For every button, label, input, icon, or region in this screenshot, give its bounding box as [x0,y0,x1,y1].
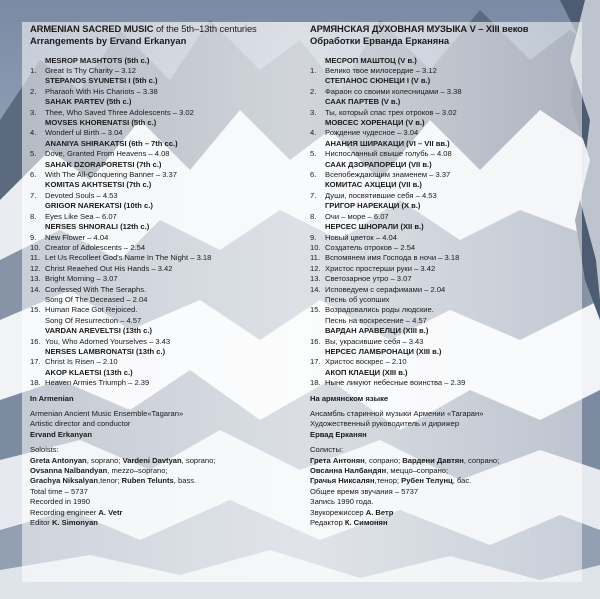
russian-ensemble: Ансамбль старинной музыки Армении «Тагаран» [310,409,484,418]
track-number: 5. [30,149,37,159]
english-director-name: Ervand Erkanyan [30,429,93,439]
russian-director-name: Ервад Ерканян [310,429,367,439]
track-number: 17. [310,357,321,367]
english-language: In Armenian [30,393,74,403]
track-row [30,128,305,138]
track-number: 12. [310,263,321,273]
track-title: Души, посвятившие себя – 4.53 [325,190,437,200]
russian-engineer-label: Звукорежиссер [310,507,366,517]
track-row [30,149,305,159]
soloist-line [30,476,305,486]
composer-name: SAHAK DZORAPORETSI (7th c.) [45,159,162,169]
track-number: 16. [310,336,321,346]
track-title: Велико твое милосердие – 3.12 [325,66,437,75]
soloist-role: , soprano; [86,455,123,465]
track-title: Вспомянем имя Господа в ночи – 3.18 [325,253,460,263]
soloist-line [310,456,595,466]
composer-name: STEPANOS SYUNETSI I (5th c.) [45,76,158,86]
english-title [30,24,305,35]
composer-name: СААК ПАРТЕВ (V в.) [325,97,401,107]
english-soloists [30,456,305,487]
track-title: Вы, украсившие себя – 3.43 [325,336,424,346]
english-title-rest: of the 5th–13th centuries [153,23,257,34]
soloist-name: Ruben Telunts [121,476,174,486]
track-row [310,253,595,263]
track-row [310,128,595,138]
track-title: Христос воскрес – 2.10 [325,357,407,367]
track-row [30,66,305,76]
track-number: 13. [30,274,41,284]
soloist-name: Овсанна Налбандян [310,466,387,476]
russian-engineer [310,508,595,518]
russian-language: На армянском языке [310,393,389,403]
russian-subtitle: Обработки Ерванда Ерканяна [310,34,450,46]
track-number: 3. [30,107,37,117]
track-title: Devoted Souls – 4.53 [45,190,118,200]
track-row-continued [30,316,305,326]
soloist-name: Grachya Niksalyan [30,476,98,486]
soloist-role: , сопрано; [364,455,403,465]
track-row [30,108,305,118]
track-title: Christ Is Risen – 2.10 [45,357,118,367]
track-title: Ныне ликуют небесные воинства – 2.39 [325,378,466,388]
track-title: Eyes Like Sea – 6.07 [45,211,117,221]
soloist-role: , сопрано; [463,455,500,465]
track-title: Исповедуем с серафимами – 2.04 [325,284,446,294]
track-number: 4. [310,128,317,138]
track-title: You, Who Adorned Yourselves – 3.43 [45,336,171,346]
composer-name: МОВСЕС ХОРЕНАЦИ (V в.) [325,118,425,128]
english-title-main: ARMENIAN SACRED MUSIC [30,23,154,34]
soloist-line [30,456,305,466]
track-title: Светозарное утро – 3.07 [325,274,412,284]
russian-director-label: Художественный руководитель и дирижер [310,419,460,429]
track-number: 10. [310,242,321,252]
track-row [310,233,595,243]
russian-column [310,24,595,528]
soloist-role: , бас. [452,476,472,486]
soloist-name: Рубен Телунц [401,476,453,486]
russian-engineer-name: А. Ветр [365,507,394,517]
track-title: Confessed With The Seraphs. [45,284,147,294]
track-number: 4. [30,128,37,138]
track-title: Pharaoh With His Chariots – 3.38 [45,86,158,96]
composer-name: АНАНИЯ ШИРАКАЦИ (VI – VII вв.) [325,138,450,148]
track-number: 8. [30,211,37,221]
track-row [310,87,595,97]
track-row [30,264,305,274]
track-number: 18. [30,378,41,388]
track-number: 7. [30,190,37,200]
track-title: Let Us Recolleet God's Name In The Night – 3.18 [45,253,212,263]
track-title: Новый цветок – 4.04 [325,232,397,242]
track-row [310,212,595,222]
track-row [30,337,305,347]
russian-total-time: Общее время звучания – 5737 [310,486,419,496]
track-number: 11. [310,253,320,263]
composer-name: ANANIYA SHIRAKATSI (6th – 7th cc.) [45,138,178,148]
track-number: 7. [310,190,317,200]
english-editor [30,518,305,528]
track-title: Ты, который спас трех отроков – 3.02 [325,107,457,117]
track-title: With The All-Conquering Banner – 3.37 [45,170,177,180]
track-title: Ниспосланный свыше голубь – 4.08 [325,149,452,159]
track-row [310,274,595,284]
track-row [30,170,305,180]
russian-first-composer: МЕСРОП МАШТОЦ (V в.) [325,55,417,65]
track-number: 1. [310,66,317,75]
track-row [30,243,305,253]
english-soloists-label: Soloists: [30,445,59,455]
russian-soloists [310,456,595,487]
track-number: 9. [30,232,37,242]
composer-name: KOMITAS AKHTSETSI (7th c.) [45,180,152,190]
russian-track-list [310,66,595,389]
soloist-name: Greta Antonyan [30,455,87,465]
english-recorded: Recorded in 1990 [30,497,90,507]
soloist-name: Ovsanna Nalbandyan [30,466,108,476]
track-row [310,149,595,159]
track-row [310,378,595,388]
track-row [30,212,305,222]
soloist-line [310,466,595,476]
track-number: 13. [310,274,321,284]
english-total-time: Total time – 5737 [30,486,88,496]
track-title: Очи – море – 6.07 [325,211,389,221]
track-number: 6. [310,170,317,180]
track-row [30,285,305,295]
soloist-role: , mezzo–soprano; [107,466,168,476]
track-title: Рождение чудесное – 3.04 [325,128,419,138]
track-row [310,108,595,118]
soloist-line [30,466,305,476]
track-row [310,243,595,253]
english-column [30,24,305,528]
composer-name: ГРИГОР НАРЕКАЦИ (X в.) [325,201,421,211]
track-number: 17. [30,357,41,367]
track-row [310,264,595,274]
soloist-name: Грачья Никсалян [310,476,375,486]
track-number: 14. [30,284,41,294]
track-row [30,378,305,388]
track-row [30,191,305,201]
english-editor-name: K. Simonyan [51,518,98,528]
track-title: Всепобеждающим знаменем – 3.37 [325,170,451,180]
track-title: Christ Reaehed Out His Hands – 3.42 [45,263,173,273]
track-row [30,357,305,367]
soloist-role: , bass. [173,476,197,486]
soloist-line [310,476,595,486]
composer-name: НЕРСЕС ЛАМБРОНАЦИ (XIII в.) [325,346,442,356]
track-title-continued: Song Of Resurrection – 4.57 [45,315,142,325]
composer-name: VARDAN AREVELTSI (13th c.) [45,326,153,336]
track-title: Thee, Who Saved Three Adolescents – 3.02 [45,107,194,117]
composer-name: ВАРДАН АРАВЕЛЦИ (XIII в.) [325,326,429,336]
track-row-continued [30,295,305,305]
track-row [30,305,305,315]
english-engineer-label: Recording engineer [30,507,99,517]
track-row [310,66,595,76]
track-title: Heaven Armies Triumph – 2.39 [45,378,150,388]
track-title: Bright Morning – 3.07 [45,274,118,284]
track-title-continued: Song Of The Deceased – 2.04 [45,294,148,304]
track-row-continued [310,295,595,305]
track-number: 2. [30,86,37,96]
track-title: Возрадовались роды людские. [325,305,434,315]
track-row [310,337,595,347]
composer-name: NERSES LAMBRONATSI (13th c.) [45,346,166,356]
track-row [30,233,305,243]
track-number: 11. [30,253,40,263]
russian-title: АРМЯНСКАЯ ДУХОВНАЯ МУЗЫКА V – XIII веков [310,23,529,34]
track-title-continued: Песнь на воскресение – 4.57 [325,315,427,325]
soloist-name: Vardeni Davtyan [122,455,182,465]
track-number: 1. [30,66,37,75]
track-number: 14. [310,284,321,294]
composer-name: NERSES SHNORALI (12th c.) [45,222,150,232]
russian-recorded: Запись 1990 года. [310,497,374,507]
track-title: Фараон со своими колесницами – 3.38 [325,86,462,96]
track-title: New Flower – 4.04 [45,232,109,242]
track-row-continued [310,316,595,326]
composer-name: КОМИТАС АХЦЕЦИ (VII в.) [325,180,422,190]
english-editor-label: Editor [30,518,52,528]
russian-editor-name: К. Симонян [344,518,388,528]
russian-editor-label: Редактор [310,518,345,528]
soloist-name: Грета Антонян [310,455,365,465]
composer-name: SAHAK PARTEV (5th c.) [45,97,132,107]
soloist-role: , меццо–сопрано; [386,466,449,476]
track-number: 12. [30,263,41,273]
english-engineer [30,508,305,518]
track-row [310,305,595,315]
track-row [310,191,595,201]
track-title: Creator of Adolescents – 2.54 [45,242,146,252]
track-title: Христос простерши руки – 3.42 [325,263,436,273]
track-title-continued: Песнь об усопших [325,294,390,304]
composer-name: АКОП КЛАЕЦИ (XIII в.) [325,367,408,377]
track-number-spacer [30,316,45,326]
track-number: 16. [30,336,41,346]
composer-name: СТЕПАНОС СЮНЕЦИ I (V в.) [325,76,431,86]
track-number: 6. [30,170,37,180]
track-row [310,285,595,295]
english-ensemble: Armenian Ancient Music Ensemble«Tagaran» [30,409,184,418]
composer-name: AKOP KLAETSI (13th c.) [45,367,133,377]
track-number-spacer [30,295,45,305]
soloist-role: ,tenor; [97,476,122,486]
composer-name: GRIGOR NAREKATSI (10th c.) [45,201,153,211]
english-first-composer: MESROP MASHTOTS (5th c.) [45,55,150,65]
track-number: 10. [30,242,41,252]
track-row [30,87,305,97]
track-number: 9. [310,232,317,242]
track-title: Great Is Thy Charity – 3.12 [45,66,137,75]
composer-name: СААК ДЗОРАПОРЕЦИ (VII в.) [325,159,432,169]
track-number-spacer [310,316,325,326]
track-number: 2. [310,86,317,96]
track-row [30,253,305,263]
track-number: 3. [310,107,317,117]
track-title: Human Race Got Rejoiced. [45,305,138,315]
track-number: 15. [30,305,41,315]
soloist-name: Вардени Давтян [402,455,464,465]
track-title: Dove, Granted From Heavens – 4.08 [45,149,170,159]
english-track-list [30,66,305,389]
english-engineer-name: A. Vetr [98,507,123,517]
russian-soloists-label: Солисты: [310,445,344,455]
track-row [310,357,595,367]
english-director-label: Artistic director and conductor [30,419,131,429]
track-number: 8. [310,211,317,221]
track-row [310,170,595,180]
soloist-role: , soprano; [181,455,216,465]
track-number: 18. [310,378,321,388]
track-number-spacer [310,295,325,305]
track-row [30,274,305,284]
soloist-role: ,тенор; [374,476,402,486]
track-title: Wonderf ul Birth – 3.04 [45,128,123,138]
track-number: 15. [310,305,321,315]
track-title: Создатель отроков – 2.54 [325,242,416,252]
composer-name: НЕРСЕС ШНОРАЛИ (XII в.) [325,222,424,232]
composer-name: MOVSES KHORENATSI (5th c.) [45,118,157,128]
english-subtitle: Arrangements by Ervand Erkanyan [30,34,187,46]
russian-editor [310,518,595,528]
track-number: 5. [310,149,317,159]
